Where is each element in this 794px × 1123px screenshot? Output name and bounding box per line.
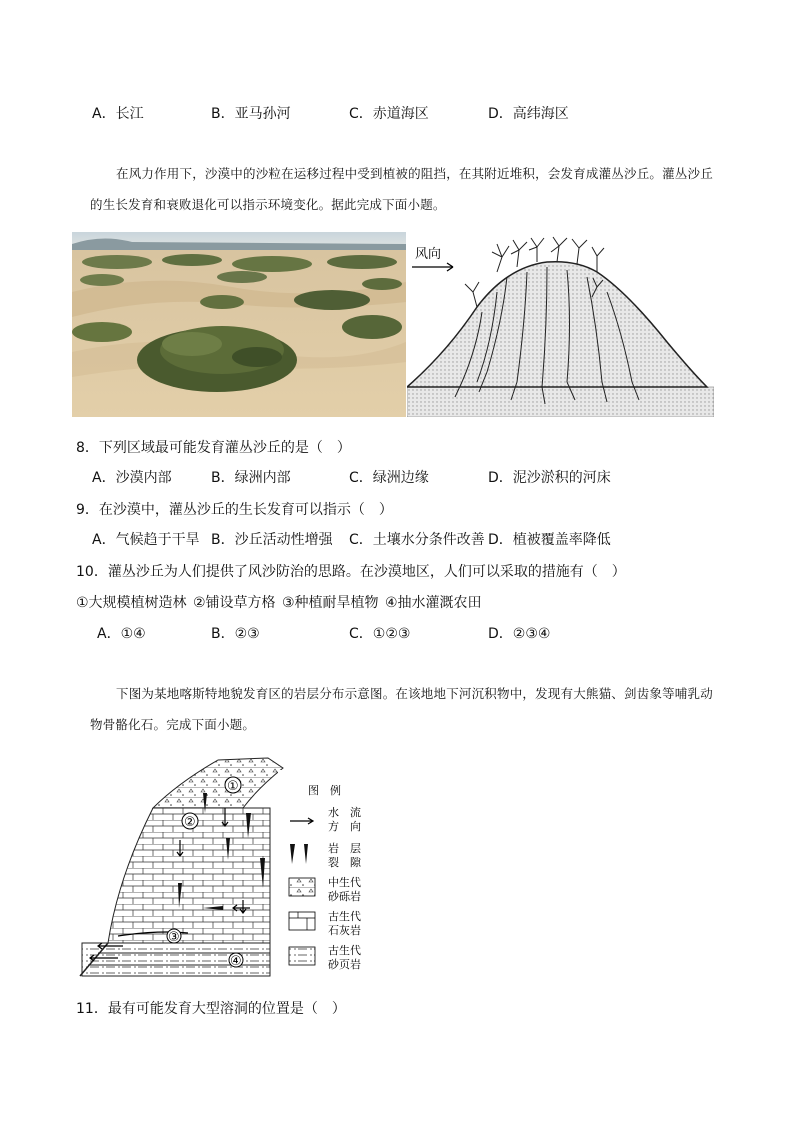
legend-label-water-2: 方 向 [328, 820, 361, 833]
legend-label-water-1: 水 流 [328, 806, 361, 819]
q9-option-b: B．沙丘活动性增强 [211, 532, 333, 548]
shrub-dune-photo [72, 232, 406, 417]
passage-karst-text: 下图为某地喀斯特地貌发育区的岩层分布示意图。在该地地下河沉积物中，发现有大熊猫、剑齿象等哺乳动物骨骼化石。完成下面小题。 [90, 686, 713, 732]
q9-option-a: A．气候趋于干旱 [92, 532, 200, 548]
q10-option-c: C．①②③ [349, 626, 411, 642]
q9-stem: 9．在沙漠中，灌丛沙丘的生长发育可以指示（ ） [76, 502, 393, 518]
legend-label-crack-1: 岩 层 [328, 842, 361, 855]
marker-4: ④ [230, 954, 242, 969]
q8-option-c: C．绿洲边缘 [349, 470, 429, 486]
q10-option-a: A．①④ [97, 626, 146, 642]
q8-option-a: A．沙漠内部 [92, 470, 172, 486]
legend-label-shale-2: 砂页岩 [328, 958, 361, 971]
q9-option-c: C．土壤水分条件改善 [349, 532, 485, 548]
marker-1: ① [227, 779, 239, 794]
legend-label-limestone-2: 石灰岩 [328, 924, 361, 937]
legend-label-gravel-1: 中生代 [328, 876, 361, 889]
q7-option-a: A．长江 [92, 106, 144, 122]
passage-dune [90, 158, 720, 220]
q8-option-b: B．绿洲内部 [211, 470, 291, 486]
passage-dune-text: 在风力作用下，沙漠中的沙粒在运移过程中受到植被的阻挡，在其附近堆积，会发育成灌丛沙丘。灌丛沙丘的生长发育和衰败退化可以指示环境变化。据此完成下面小题。 [90, 166, 713, 212]
q9-option-d: D．植被覆盖率降低 [488, 532, 611, 548]
legend-label-gravel-2: 砂砾岩 [328, 890, 361, 903]
q7-option-c: C．赤道海区 [349, 106, 429, 122]
karst-rock-layer-diagram [78, 748, 378, 978]
legend-label-shale-1: 古生代 [328, 944, 361, 957]
marker-3: ③ [168, 930, 180, 945]
q11-stem: 11．最有可能发育大型溶洞的位置是（ ） [76, 1001, 346, 1017]
legend-label-crack-2: 裂 隙 [328, 856, 361, 869]
q8-stem: 8．下列区域最可能发育灌丛沙丘的是（ ） [76, 440, 351, 456]
legend-label-limestone-1: 古生代 [328, 910, 361, 923]
q10-option-b: B．②③ [211, 626, 260, 642]
wind-direction-label: 风向 [415, 247, 442, 262]
dune-cross-section-diagram [407, 232, 714, 417]
q8-option-d: D．泥沙淤积的河床 [488, 470, 611, 486]
passage-karst [90, 678, 720, 740]
q7-option-b: B．亚马孙河 [211, 106, 291, 122]
q10-measures: ①大规模植树造林 ②铺设草方格 ③种植耐旱植物 ④抽水灌溉农田 [76, 595, 482, 611]
q7-option-d: D．高纬海区 [488, 106, 569, 122]
q10-option-d: D．②③④ [488, 626, 551, 642]
q10-stem: 10．灌丛沙丘为人们提供了风沙防治的思路。在沙漠地区，人们可以采取的措施有（ ） [76, 564, 626, 580]
legend-title: 图 例 [308, 784, 341, 797]
marker-2: ② [184, 815, 196, 830]
